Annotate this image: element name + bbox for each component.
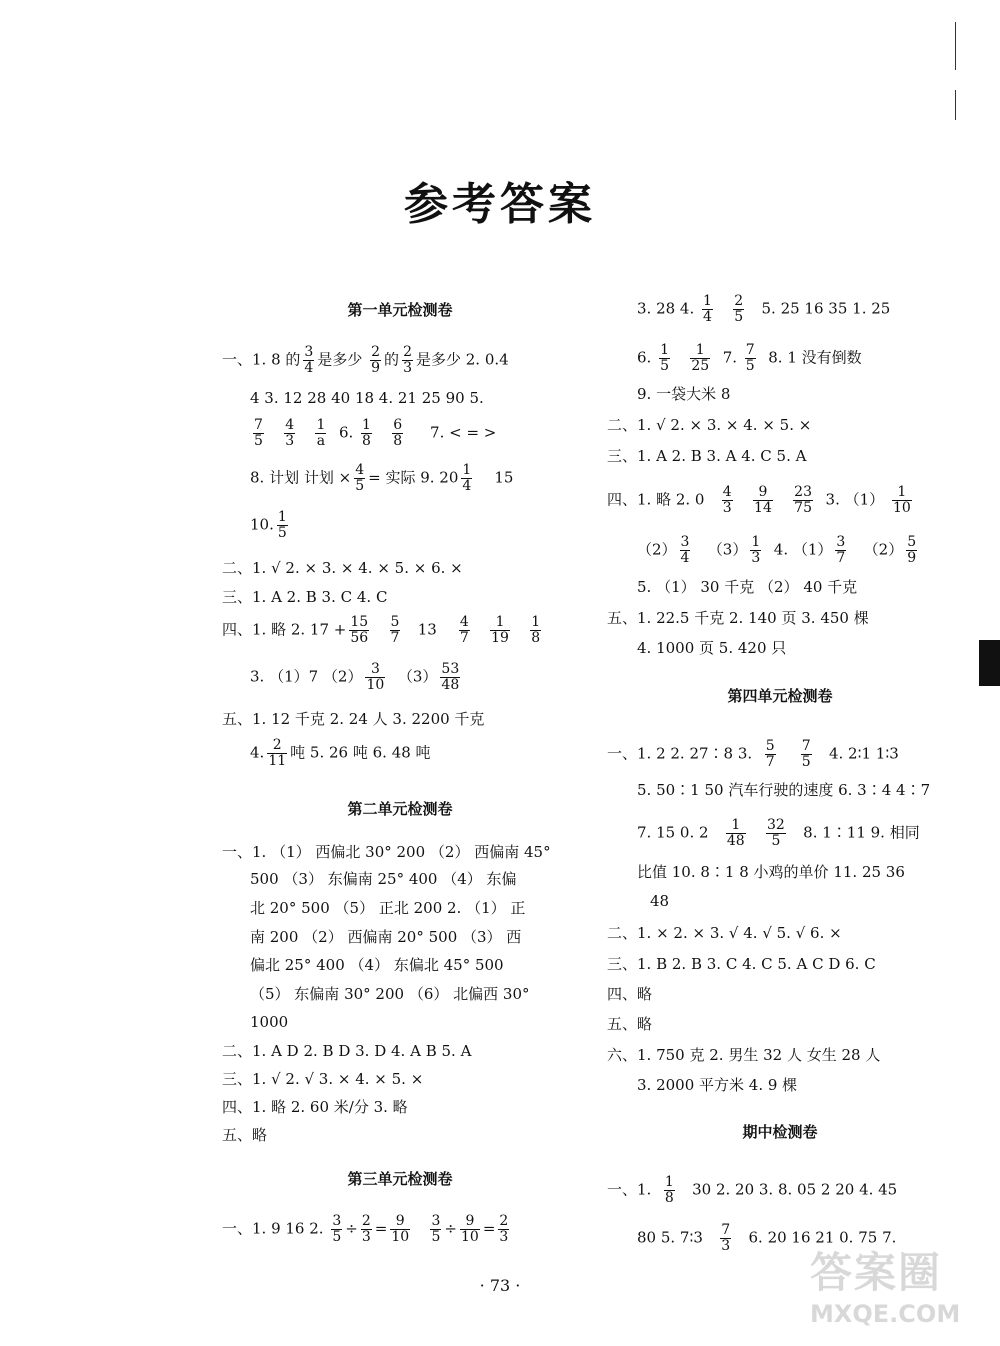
watermark-top: 答案圈 [810, 1248, 943, 1297]
fraction: $\frac{9}{10}$ [391, 1213, 410, 1245]
fraction: $\frac{1}{48}$ [726, 817, 745, 849]
fraction: $\frac{3}{7}$ [836, 534, 846, 566]
fraction: $\frac{6}{8}$ [393, 417, 403, 449]
u1-l3b: 7. < = > [430, 423, 497, 442]
fraction: $\frac{3}{4}$ [680, 534, 690, 566]
fraction: $\frac{3}{5}$ [431, 1213, 441, 1245]
u3-r10: 4. 1000 页 5. 420 只 [637, 639, 787, 657]
u2-line: 偏北 25° 400 （4） 东偏北 45° 500 [250, 956, 504, 974]
u1-line2: 4 3. 12 28 40 18 4. 21 25 90 5. [250, 389, 484, 407]
u3-r2: 6. $\frac{1}{5}$ $\frac{1}{25}$ 7. $\frac{7}{5}$ 8. 1 没有倒数 [637, 342, 862, 374]
u1-line5: 10. $\frac{1}{5}$ [250, 509, 287, 541]
u4-line3: 7. 15 0. 2 $\frac{1}{48}$ $\frac{32}{5}$ 8. 1∶11 9. 相同 [637, 817, 920, 849]
fraction: $\frac{1}{8}$ [531, 614, 541, 646]
u4-line7: 三、1. B 2. B 3. C 4. C 5. A C D 6. C [607, 955, 876, 973]
fraction: $\frac{5}{9}$ [907, 534, 917, 566]
fraction: $\frac{2}{3}$ [403, 344, 412, 376]
page-number: · 73 · [479, 1276, 521, 1295]
page-title: 参考答案 [404, 179, 596, 230]
fraction: $\frac{1}{5}$ [277, 509, 287, 541]
fraction: $\frac{1}{8}$ [362, 417, 371, 449]
u4-line8: 四、略 [607, 985, 653, 1003]
u3-r5: 三、1. A 2. B 3. A 4. C 5. A [607, 447, 807, 465]
fraction: $\frac{9}{10}$ [460, 1213, 479, 1245]
u4-line11: 3. 2000 平方米 4. 9 棵 [637, 1076, 798, 1094]
fraction: $\frac{1}{3}$ [751, 534, 761, 566]
u1-line10: 五、1. 12 千克 2. 24 人 3. 2200 千克 [222, 710, 485, 728]
u4-line6: 二、1. × 2. × 3. √ 4. √ 5. √ 6. × [607, 924, 842, 942]
u2-line: 北 20° 500 （5） 正北 200 2. （1） 正 [250, 899, 526, 917]
u2-line: 五、略 [222, 1126, 268, 1144]
fraction: $\frac{5}{7}$ [765, 738, 775, 770]
u1-line4: 8. 计划 计划 × $\frac{4}{5}$ = 实际 9. 20 $\frac{1}{4}$ 15 [250, 462, 514, 494]
unit4-title: 第四单元检测卷 [727, 687, 833, 705]
u1-line3 [250, 418, 496, 449]
mid-line2: 80 5. 7∶3 $\frac{7}{3}$ 6. 20 16 21 0. 75 7. [637, 1222, 897, 1254]
fraction: $\frac{1}{4}$ [703, 293, 712, 325]
u3-r3: 9. 一袋大米 8 [637, 385, 731, 403]
edge-line-mid [955, 90, 956, 120]
u2-line: 二、1. A D 2. B D 3. D 4. A B 5. A [222, 1042, 472, 1060]
fraction: $\frac{5}{7}$ [390, 614, 400, 646]
fraction: $\frac{1}{25}$ [691, 342, 710, 374]
midterm-title: 期中检测卷 [742, 1123, 818, 1141]
fraction: $\frac{4}{3}$ [285, 417, 295, 449]
u1-line7: 三、1. A 2. B 3. C 4. C [222, 588, 388, 606]
fraction: $\frac{1}{4}$ [462, 462, 472, 494]
u3-line1: 一、1. 9 16 2. $\frac{3}{5}$ ÷ $\frac{2}{3}$ = $\frac{9}{10}$ $\frac{3}{5}$ ÷ $\frac{9}{10}$ = $\frac{2}{3}$ [222, 1213, 509, 1245]
fraction: $\frac{23}{75}$ [794, 484, 812, 516]
u2-line: 1000 [250, 1013, 289, 1031]
fraction: $\frac{2}{3}$ [361, 1213, 371, 1245]
u3-r6: 四、1. 略 2. 0 $\frac{4}{3}$ $\frac{9}{14}$ $\frac{23}{75}$ 3. （1） $\frac{1}{10}$ [607, 484, 911, 516]
u4-line1: 一、1. 2 2. 27∶8 3. $\frac{5}{7}$ $\frac{7}{5}$ 4. 2∶1 1∶3 [607, 738, 899, 770]
u1-l1a: 一、1. 8 的 [222, 350, 301, 369]
u3-r4: 二、1. √ 2. × 3. × 4. × 5. × [607, 416, 812, 434]
fraction: $\frac{1}{a}$ [316, 417, 326, 449]
fraction: $\frac{32}{5}$ [767, 817, 785, 849]
fraction: $\frac{2}{3}$ [499, 1213, 509, 1245]
u4-line4: 比值 10. 8∶1 8 小鸡的单价 11. 25 36 [637, 863, 905, 881]
fraction: $\frac{7}{5}$ [745, 342, 755, 374]
unit1-title: 第一单元检测卷 [347, 301, 453, 319]
fraction: $\frac{3}{4}$ [304, 344, 314, 376]
u3-r7: （2） $\frac{3}{4}$ （3） $\frac{1}{3}$ 4. （1） $\frac{3}{7}$ （2） $\frac{5}{9}$ [637, 534, 917, 566]
u4-line2: 5. 50∶1 50 汽车行驶的速度 6. 3∶4 4∶7 [637, 781, 931, 799]
fraction: $\frac{53}{48}$ [441, 661, 460, 693]
u1-l1c: 的 [384, 350, 400, 369]
u1-l1d: 是多少 2. 0.4 [415, 350, 509, 369]
unit3-title: 第三单元检测卷 [347, 1170, 453, 1188]
fraction: $\frac{2}{5}$ [734, 293, 744, 325]
fraction: $\frac{4}{3}$ [722, 484, 732, 516]
page-edge-tab [979, 640, 1000, 686]
fraction: $\frac{1}{5}$ [660, 342, 670, 374]
unit2-title: 第二单元检测卷 [347, 800, 453, 818]
watermark [810, 1240, 990, 1340]
fraction: $\frac{4}{7}$ [459, 614, 469, 646]
edge-line-top [955, 22, 956, 70]
mid-line1: 一、1. $\frac{1}{8}$ 30 2. 20 3. 8. 05 2 20 4. 45 [607, 1174, 898, 1206]
u3-r1: 3. 28 4. $\frac{1}{4}$ $\frac{2}{5}$ 5. 25 16 35 1. 25 [637, 293, 891, 325]
u2-line: 三、1. √ 2. √ 3. × 4. × 5. × [222, 1070, 424, 1088]
fraction: $\frac{1}{19}$ [491, 614, 509, 646]
fraction: $\frac{15}{56}$ [350, 614, 369, 646]
fraction: $\frac{4}{5}$ [355, 462, 365, 494]
fraction: $\frac{2}{11}$ [268, 737, 287, 769]
fraction: $\frac{7}{5}$ [254, 417, 263, 449]
u2-line: 一、1. （1） 西偏北 30° 200 （2） 西偏南 45° [222, 843, 551, 861]
fraction: $\frac{3}{5}$ [332, 1213, 342, 1245]
watermark-bottom: MXQE.COM [810, 1300, 961, 1328]
fraction: $\frac{2}{9}$ [371, 344, 381, 376]
u3-r8: 5. （1） 30 千克 （2） 40 千克 [637, 578, 858, 596]
u3-r9: 五、1. 22.5 千克 2. 140 页 3. 450 棵 [607, 609, 869, 627]
u1-line6: 二、1. √ 2. × 3. × 4. × 5. × 6. × [222, 559, 463, 577]
u2-line: 南 200 （2） 西偏南 20° 500 （3） 西 [250, 928, 522, 946]
u1-line11: 4. $\frac{2}{11}$ 吨 5. 26 吨 6. 48 吨 [250, 737, 431, 769]
fraction: $\frac{7}{3}$ [721, 1222, 731, 1254]
u2-line: 四、1. 略 2. 60 米/分 3. 略 [222, 1098, 408, 1116]
fraction: $\frac{1}{8}$ [664, 1174, 674, 1206]
fraction: $\frac{9}{14}$ [754, 484, 772, 516]
u1-line1 [222, 345, 509, 376]
u1-line8: 四、1. 略 2. 17 + $\frac{15}{56}$ $\frac{5}{7}$ 13 $\frac{4}{7}$ $\frac{1}{19}$ $\frac{1}{8}$ [222, 614, 541, 646]
u4-line10: 六、1. 750 克 2. 男生 32 人 女生 28 人 [607, 1046, 881, 1064]
u1-l1b: 是多少 [317, 350, 363, 369]
u2-line: （5） 东偏南 30° 200 （6） 北偏西 30° [250, 985, 530, 1003]
fraction: $\frac{3}{10}$ [366, 661, 385, 693]
fraction: $\frac{1}{10}$ [892, 484, 911, 516]
u1-l3: 6. [338, 423, 354, 442]
fraction: $\frac{7}{5}$ [801, 738, 811, 770]
u1-line9: 3. （1）7 （2） $\frac{3}{10}$ （3） $\frac{53}{48}$ [250, 661, 460, 693]
u2-line: 500 （3） 东偏南 25° 400 （4） 东偏 [250, 870, 517, 888]
u4-line9: 五、略 [607, 1015, 653, 1033]
u4-line5: 48 [650, 892, 670, 910]
